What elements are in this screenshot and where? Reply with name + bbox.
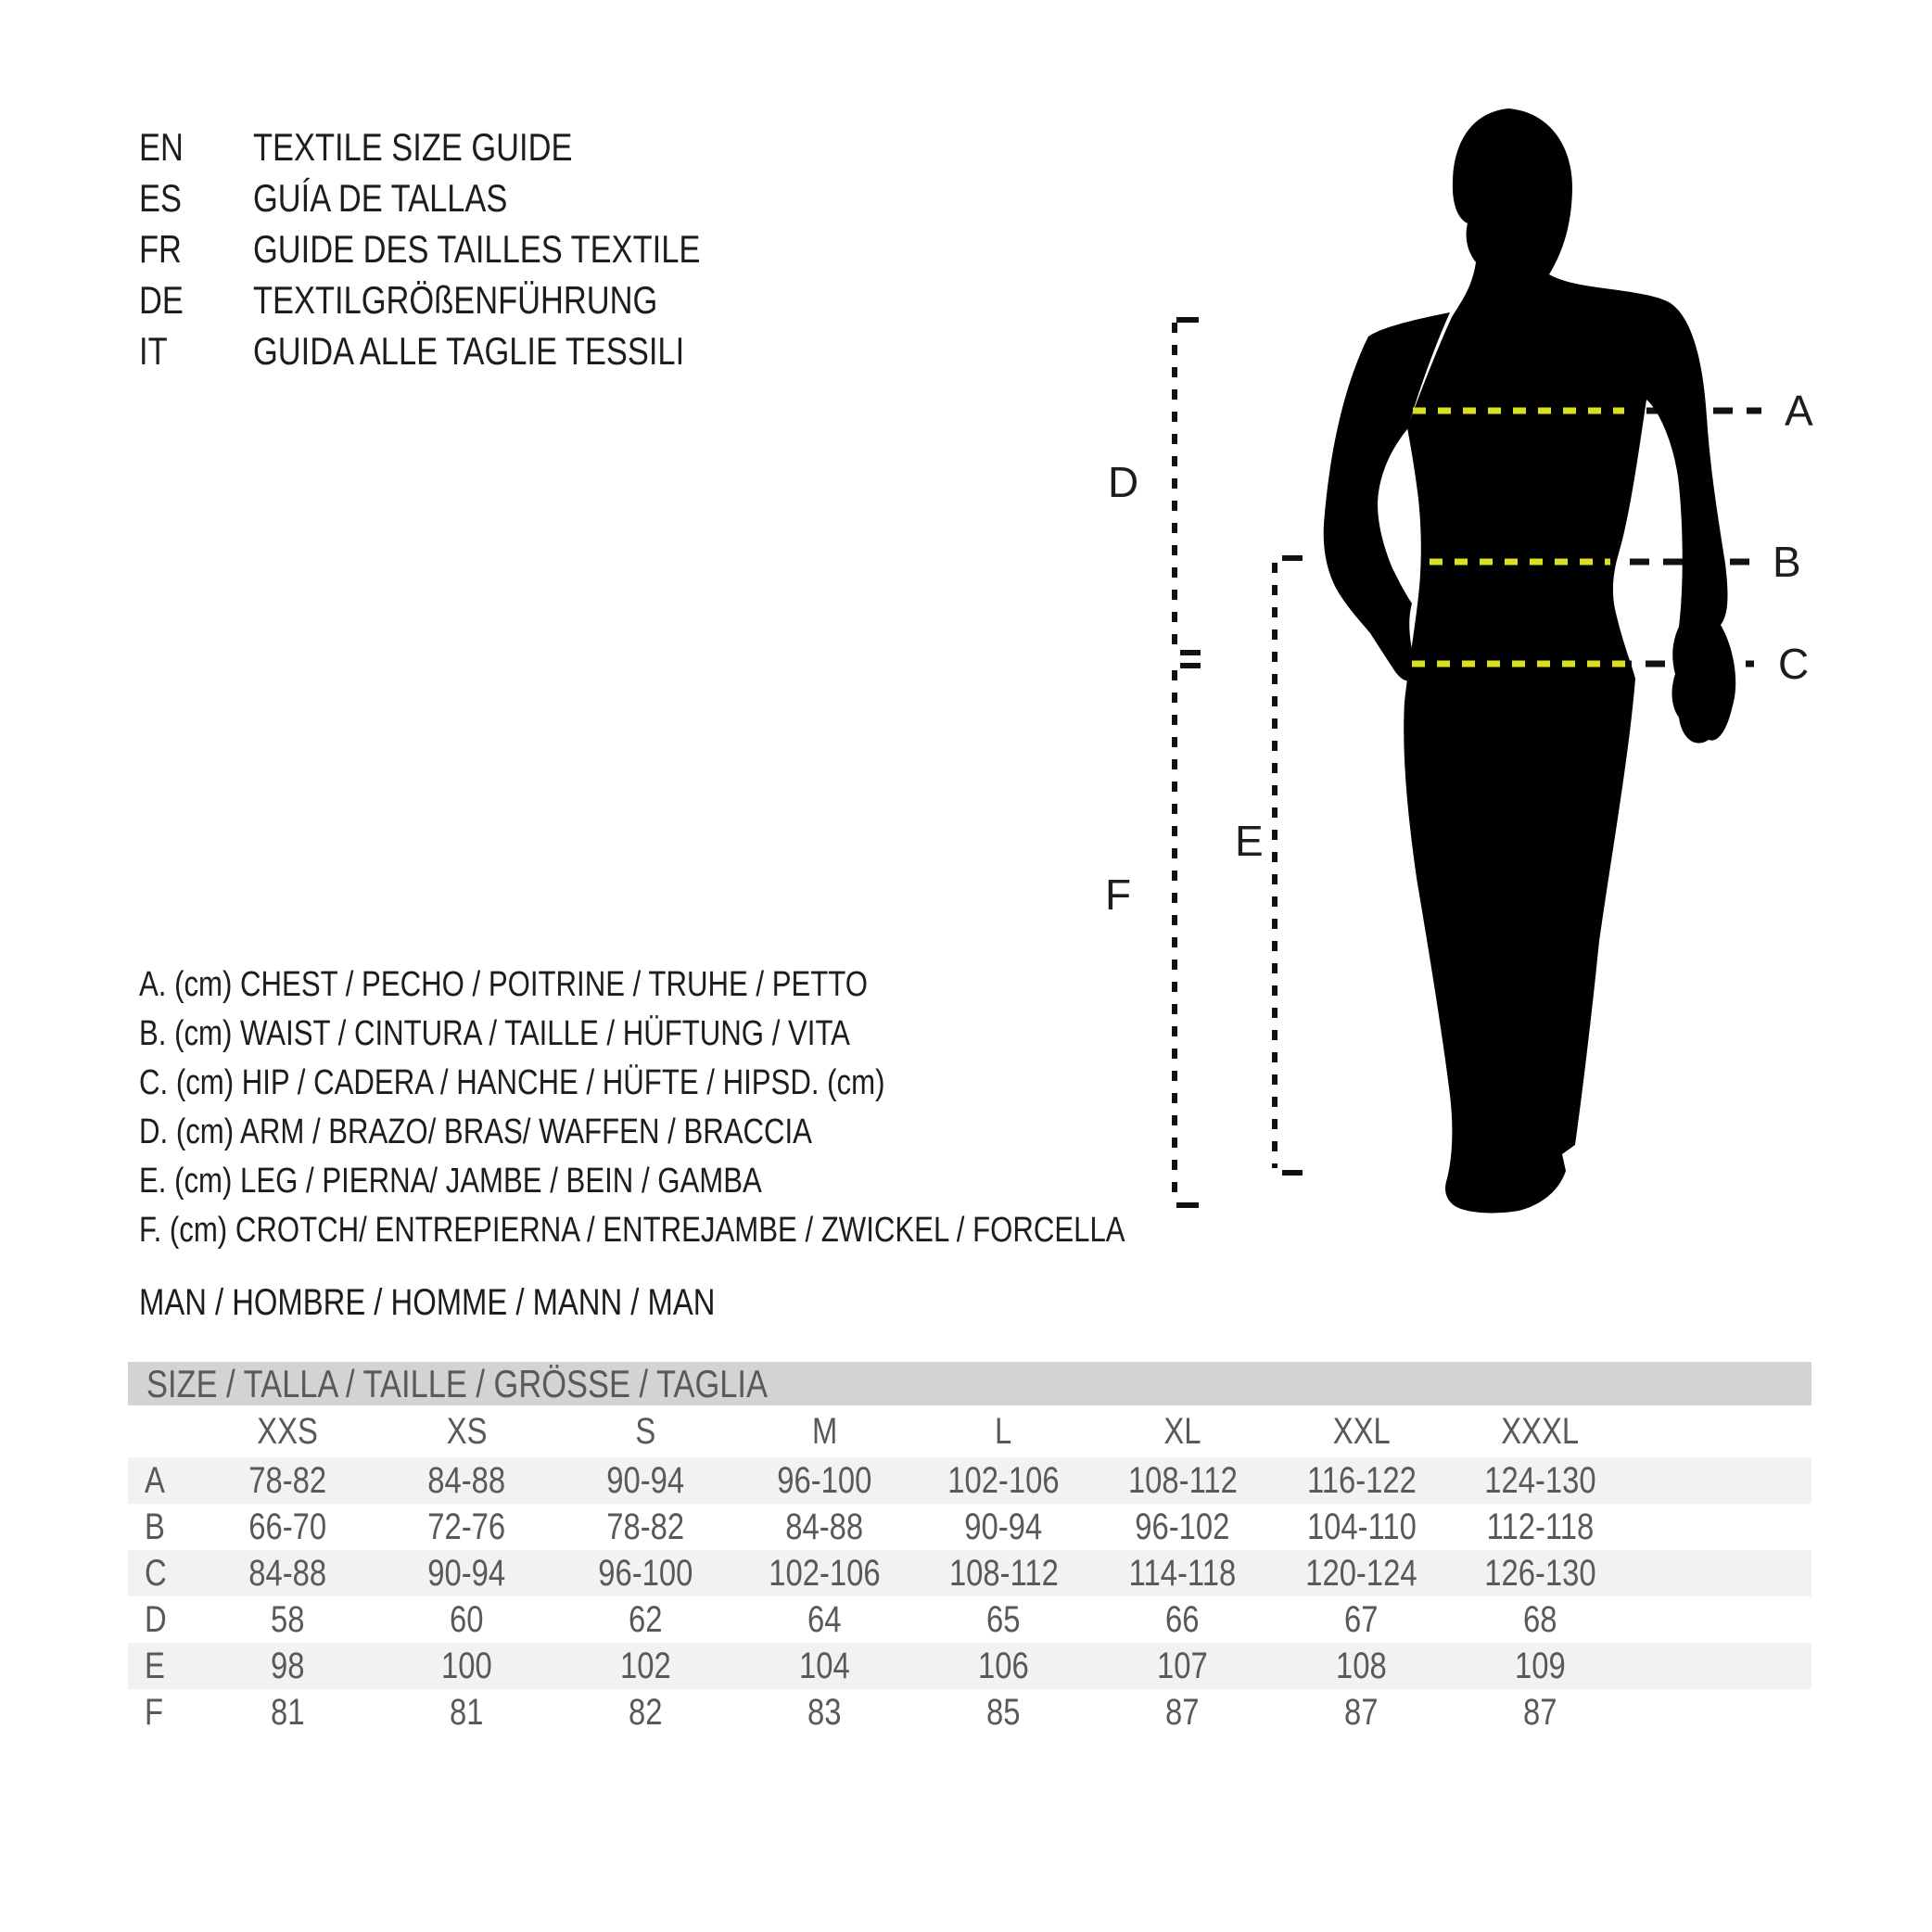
table-cell: 108-112 bbox=[948, 1552, 1059, 1594]
size-column-header: XXXL bbox=[1501, 1410, 1580, 1452]
table-cell: 124-130 bbox=[1484, 1459, 1596, 1501]
table-cell: 82 bbox=[629, 1691, 663, 1733]
table-cell: 98 bbox=[271, 1645, 305, 1686]
legend-chest: A. (cm) CHEST / PECHO / POITRINE / TRUHE / PETTO bbox=[139, 965, 869, 1004]
measurement-legend bbox=[139, 960, 1341, 1255]
table-cell: 90-94 bbox=[964, 1506, 1043, 1547]
table-row bbox=[128, 1504, 1811, 1550]
table-cell: 126-130 bbox=[1484, 1552, 1596, 1594]
table-cell: 107 bbox=[1157, 1645, 1208, 1686]
guide-title: TEXTILGRÖßENFÜHRUNG bbox=[253, 278, 658, 322]
table-cell: 104 bbox=[799, 1645, 850, 1686]
label-leg: E bbox=[1235, 817, 1264, 865]
table-cell: 84-88 bbox=[248, 1552, 327, 1594]
table-cell: 96-100 bbox=[777, 1459, 872, 1501]
row-label: A bbox=[145, 1459, 165, 1501]
table-cell: 84-88 bbox=[785, 1506, 864, 1547]
language-code: ES bbox=[139, 176, 182, 220]
label-crotch: F bbox=[1105, 871, 1132, 919]
table-row bbox=[128, 1689, 1811, 1735]
table-cell: 78-82 bbox=[248, 1459, 327, 1501]
legend-leg: E. (cm) LEG / PIERNA/ JAMBE / BEIN / GAMBA bbox=[139, 1162, 762, 1201]
label-arm: D bbox=[1108, 458, 1139, 506]
language-row bbox=[139, 172, 798, 223]
size-column-header: XXL bbox=[1332, 1410, 1391, 1452]
size-column-header: S bbox=[635, 1410, 656, 1452]
table-row bbox=[128, 1643, 1811, 1689]
row-label: C bbox=[145, 1552, 167, 1594]
table-cell: 62 bbox=[629, 1598, 663, 1640]
legend-crotch: F. (cm) CROTCH/ ENTREPIERNA / ENTREJAMBE / ZWICKEL / FORCELLA bbox=[139, 1211, 1125, 1250]
table-cell: 109 bbox=[1515, 1645, 1566, 1686]
category-line bbox=[139, 1278, 842, 1328]
table-row bbox=[128, 1457, 1811, 1504]
label-chest: A bbox=[1785, 387, 1813, 435]
language-row bbox=[139, 121, 798, 172]
guide-title: GUIDE DES TAILLES TEXTILE bbox=[253, 227, 701, 271]
table-cell: 102-106 bbox=[947, 1459, 1060, 1501]
size-column-header: XXS bbox=[257, 1410, 319, 1452]
table-cell: 96-102 bbox=[1135, 1506, 1230, 1547]
table-cell: 60 bbox=[450, 1598, 484, 1640]
table-cell: 87 bbox=[1523, 1691, 1557, 1733]
guide-title: GUIDA ALLE TAGLIE TESSILI bbox=[253, 329, 685, 373]
table-cell: 72-76 bbox=[427, 1506, 506, 1547]
label-hip: C bbox=[1778, 640, 1810, 688]
table-cell: 120-124 bbox=[1305, 1552, 1417, 1594]
table-cell: 116-122 bbox=[1306, 1459, 1417, 1501]
legend-waist: B. (cm) WAIST / CINTURA / TAILLE / HÜFTUNG / VITA bbox=[139, 1014, 850, 1053]
row-label: B bbox=[145, 1506, 165, 1547]
table-cell: 90-94 bbox=[606, 1459, 685, 1501]
table-cell: 114-118 bbox=[1128, 1552, 1237, 1594]
size-column-header: XL bbox=[1163, 1410, 1201, 1452]
table-cell: 68 bbox=[1523, 1598, 1557, 1640]
size-column-header: L bbox=[995, 1410, 1012, 1452]
table-cell: 66-70 bbox=[248, 1506, 327, 1547]
table-cell: 100 bbox=[441, 1645, 492, 1686]
language-title-list bbox=[139, 121, 798, 376]
size-column-header: M bbox=[811, 1410, 838, 1452]
table-cell: 83 bbox=[807, 1691, 842, 1733]
table-cell: 87 bbox=[1344, 1691, 1379, 1733]
guide-title: TEXTILE SIZE GUIDE bbox=[253, 125, 573, 169]
table-cell: 102 bbox=[620, 1645, 671, 1686]
table-cell: 106 bbox=[978, 1645, 1029, 1686]
size-table-header-text: SIZE / TALLA / TAILLE / GRÖSSE / TAGLIA bbox=[146, 1362, 768, 1405]
size-column-header: XS bbox=[446, 1410, 488, 1452]
table-cell: 81 bbox=[271, 1691, 305, 1733]
legend-hip: C. (cm) HIP / CADERA / HANCHE / HÜFTE / HIPSD. (cm) bbox=[139, 1063, 885, 1102]
table-cell: 87 bbox=[1165, 1691, 1200, 1733]
table-cell: 78-82 bbox=[606, 1506, 685, 1547]
table-cell: 108 bbox=[1336, 1645, 1387, 1686]
table-cell: 90-94 bbox=[427, 1552, 506, 1594]
table-cell: 102-106 bbox=[769, 1552, 881, 1594]
size-table bbox=[128, 1362, 1811, 1735]
table-cell: 112-118 bbox=[1486, 1506, 1595, 1547]
table-cell: 96-100 bbox=[598, 1552, 693, 1594]
row-label: E bbox=[145, 1645, 165, 1686]
arm-length-bracket bbox=[1175, 320, 1201, 653]
category-line-text: MAN / HOMBRE / HOMME / MANN / MAN bbox=[139, 1282, 716, 1323]
language-row bbox=[139, 274, 798, 325]
row-label: D bbox=[145, 1598, 167, 1640]
size-header-row bbox=[128, 1405, 1811, 1457]
table-cell: 104-110 bbox=[1306, 1506, 1417, 1547]
row-label: F bbox=[145, 1691, 164, 1733]
size-table-header bbox=[128, 1362, 1811, 1405]
table-cell: 81 bbox=[450, 1691, 484, 1733]
language-code: IT bbox=[139, 329, 168, 373]
table-row bbox=[128, 1550, 1811, 1596]
language-code: FR bbox=[139, 227, 182, 271]
table-cell: 58 bbox=[271, 1598, 305, 1640]
table-cell: 67 bbox=[1344, 1598, 1379, 1640]
table-cell: 84-88 bbox=[427, 1459, 506, 1501]
table-cell: 64 bbox=[807, 1598, 842, 1640]
table-cell: 108-112 bbox=[1127, 1459, 1238, 1501]
table-cell: 85 bbox=[986, 1691, 1021, 1733]
language-code: EN bbox=[139, 125, 184, 169]
table-cell: 65 bbox=[986, 1598, 1021, 1640]
guide-title: GUÍA DE TALLAS bbox=[253, 176, 508, 220]
label-waist: B bbox=[1773, 538, 1801, 586]
table-row bbox=[128, 1596, 1811, 1643]
language-row bbox=[139, 223, 798, 274]
legend-arm: D. (cm) ARM / BRAZO/ BRAS/ WAFFEN / BRACCIA bbox=[139, 1112, 812, 1151]
language-code: DE bbox=[139, 278, 184, 322]
table-cell: 66 bbox=[1165, 1598, 1200, 1640]
language-row bbox=[139, 325, 798, 376]
